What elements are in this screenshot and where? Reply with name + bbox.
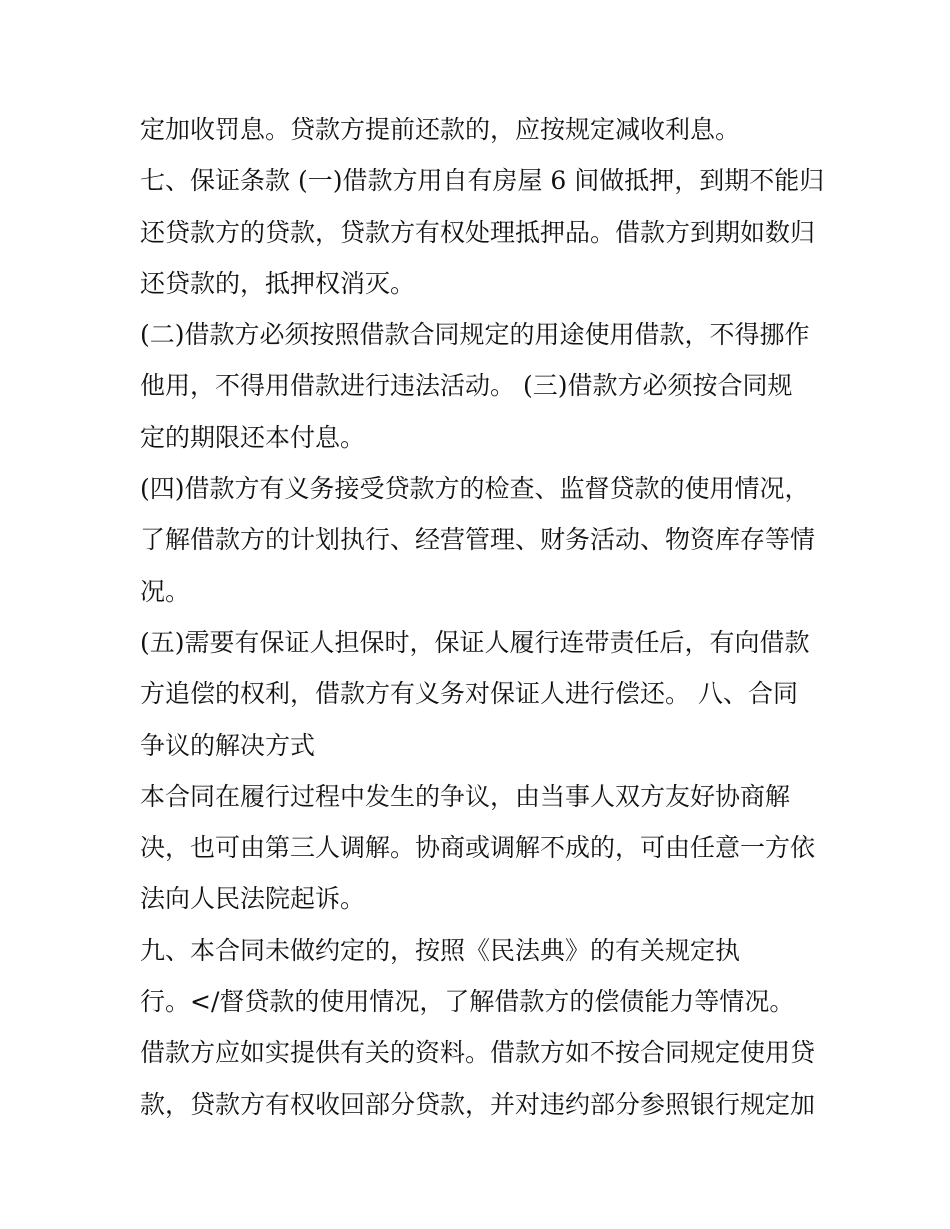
text-line: 定的期限还本付息。 — [140, 422, 366, 452]
text-line: 七、保证条款 (一)借款方用自有房屋 6 间做抵押，到期不能归 — [140, 166, 825, 196]
text-line: 决，也可由第三人调解。协商或调解不成的，可由任意一方依 — [140, 833, 816, 863]
text-line: 了解借款方的计划执行、经营管理、财务活动、物资库存等情 — [140, 525, 816, 555]
text-line: 本合同在履行过程中发生的争议，由当事人双方友好协商解 — [140, 781, 791, 811]
text-line: 还贷款方的贷款，贷款方有权处理抵押品。借款方到期如数归 — [140, 217, 816, 247]
text-line: 他用，不得用借款进行违法活动。 (三)借款方必须按合同规 — [140, 371, 793, 401]
text-line: 况。 — [140, 576, 191, 606]
text-line: (四)借款方有义务接受贷款方的检查、监督贷款的使用情况， — [140, 474, 810, 504]
text-line: (五)需要有保证人担保时，保证人履行连带责任后，有向借款 — [140, 627, 810, 657]
text-line: 款，贷款方有权收回部分贷款，并对违约部分参照银行规定加 — [140, 1089, 816, 1119]
text-line: 还贷款的，抵押权消灭。 — [140, 268, 416, 298]
text-line: 借款方应如实提供有关的资料。借款方如不按合同规定使用贷 — [140, 1038, 816, 1068]
text-line: (二)借款方必须按照借款合同规定的用途使用借款，不得挪作 — [140, 320, 810, 350]
contract-text-body — [140, 104, 830, 1130]
text-line: 方追偿的权利，借款方有义务对保证人进行偿还。 八、合同 — [140, 679, 798, 709]
text-line: 行。</督贷款的使用情况，了解借款方的偿债能力等情况。 — [140, 987, 795, 1017]
text-line: 法向人民法院起诉。 — [140, 884, 366, 914]
text-line: 九、本合同未做约定的，按照《民法典》的有关规定执 — [140, 935, 741, 965]
text-line: 争议的解决方式 — [140, 730, 316, 760]
text-line: 定加收罚息。贷款方提前还款的，应按规定减收利息。 — [140, 115, 741, 144]
